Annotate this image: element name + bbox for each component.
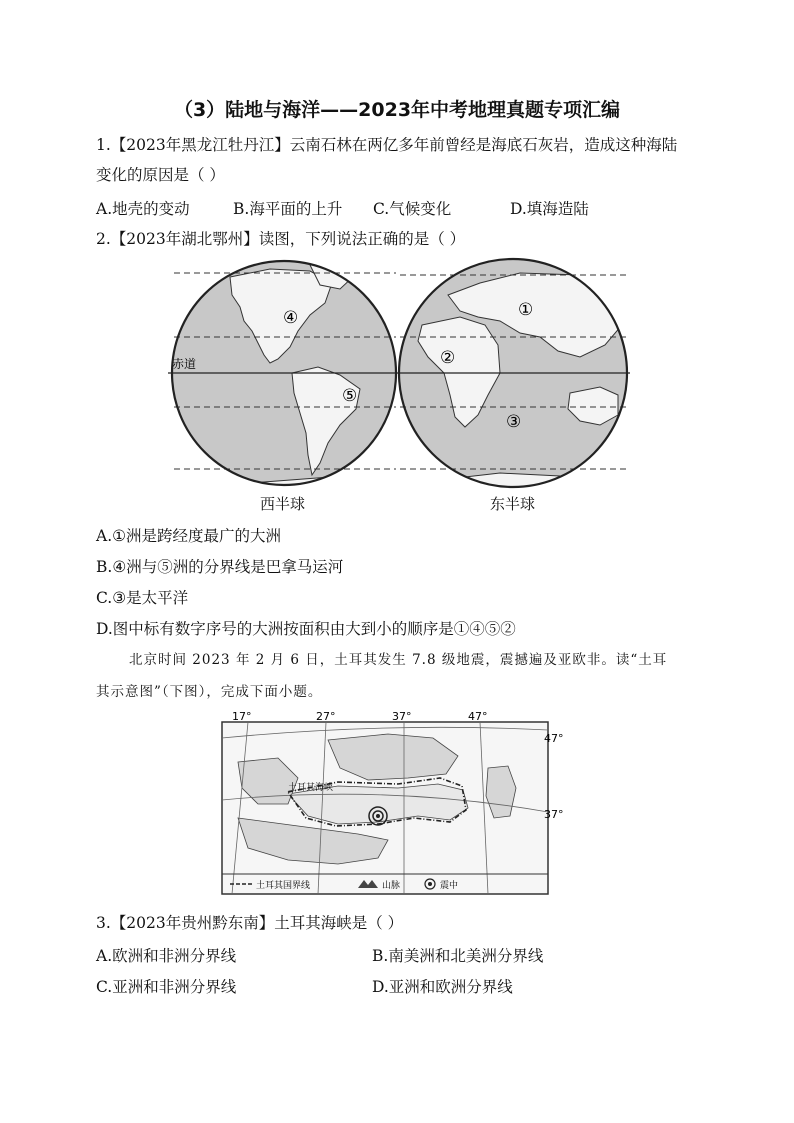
page-title: （3）陆地与海洋——2023年中考地理真题专项汇编	[173, 99, 621, 121]
marker-5: ⑤	[342, 386, 358, 406]
antarctica-east-shape	[430, 473, 600, 495]
q3-option-b[interactable]: B.南美洲和北美洲分界线	[372, 947, 544, 965]
q3-option-a[interactable]: A.欧洲和非洲分界线	[96, 947, 237, 965]
q1-stem-line2: 变化的原因是（ ）	[96, 166, 225, 184]
q3-stem: 3.【2023年贵州黔东南】土耳其海峡是（ ）	[96, 914, 404, 932]
q2-option-b[interactable]: B.④洲与⑤洲的分界线是巴拿马运河	[96, 558, 344, 576]
east-hemisphere-label: 东半球	[490, 495, 536, 513]
q2-option-c[interactable]: C.③是太平洋	[96, 589, 189, 607]
intro-line2: 其示意图”（下图），完成下面小题。	[96, 684, 323, 700]
strait-label: 土耳其海峡	[288, 783, 334, 793]
marker-4: ④	[283, 308, 299, 328]
legend-border: 土耳其国界线	[256, 881, 311, 891]
world-hemisphere-map	[160, 255, 635, 520]
lat-label-37: 37°	[544, 808, 564, 821]
intro-line1: 北京时间 2023 年 2 月 6 日，土耳其发生 7.8 级地震，震撼遍及亚欧非。读“土耳	[129, 652, 668, 668]
west-hemisphere-label: 西半球	[260, 495, 306, 513]
equator-label: 赤道	[172, 357, 197, 371]
lon-label-17: 17°	[232, 710, 252, 723]
marker-3: ③	[506, 412, 522, 432]
marker-1: ①	[518, 300, 534, 320]
q2-stem: 2.【2023年湖北鄂州】读图，下列说法正确的是（ ）	[96, 230, 466, 248]
legend-epicenter: 震中	[440, 881, 459, 891]
lon-label-27: 27°	[316, 710, 336, 723]
q1-option-b[interactable]: B.海平面的上升	[233, 200, 343, 218]
q3-option-c[interactable]: C.亚洲和非洲分界线	[96, 978, 237, 996]
marker-2: ②	[440, 348, 456, 368]
q1-option-a[interactable]: A.地壳的变动	[96, 200, 190, 218]
q2-option-d[interactable]: D.图中标有数字序号的大洲按面积由大到小的顺序是①④⑤②	[96, 620, 516, 638]
legend-mountain: 山脉	[382, 881, 401, 891]
q3-option-d[interactable]: D.亚洲和欧洲分界线	[372, 978, 513, 996]
lon-label-47: 47°	[468, 710, 488, 723]
q2-option-a[interactable]: A.①洲是跨经度最广的大洲	[96, 527, 282, 545]
q1-stem-line1: 1.【2023年黑龙江牡丹江】云南石林在两亿多年前曾经是海底石灰岩，造成这种海陆	[96, 136, 678, 154]
turkey-map	[218, 708, 578, 898]
q1-option-c[interactable]: C.气候变化	[373, 200, 452, 218]
lat-label-47: 47°	[544, 732, 564, 745]
q1-option-d[interactable]: D.填海造陆	[510, 200, 589, 218]
lon-label-37: 37°	[392, 710, 412, 723]
